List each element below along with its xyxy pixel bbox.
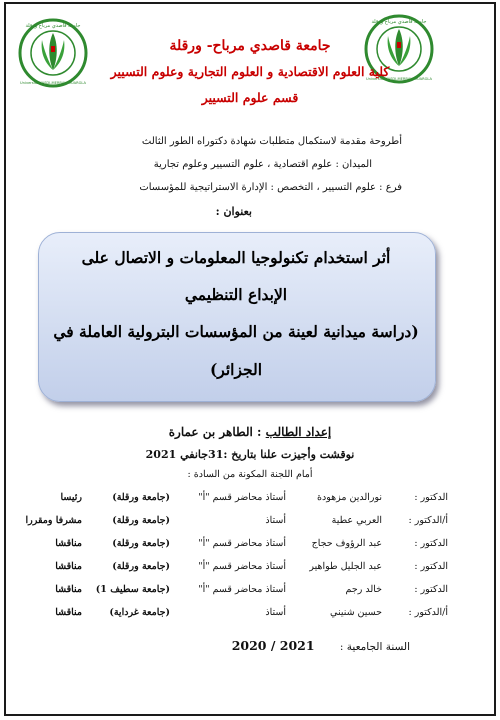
committee-title: الدكتور : [414,538,448,549]
committee-univ: (جامعة ورقلة) [112,515,170,526]
logo-right-caption: Université KASDI-MERBAH OUARGLA [366,77,432,81]
committee-rank: أستاذ محاضر قسم "أ" [198,538,286,549]
committee-univ: (جامعة ورقلة) [112,492,170,503]
committee-name: عبد الرؤوف حجاج [311,538,382,549]
committee-row [0,538,500,554]
committee-role: مناقشا [55,607,82,618]
committee-row [0,607,500,623]
committee-name: نورالدين مزهودة [316,492,382,503]
committee-rank: أستاذ [265,607,286,618]
thesis-statement: أطروحة مقدمة لاستكمال متطلبات شهادة دكتوراه الطور الثالث [141,136,402,147]
committee-title: أ/الدكتور : [408,515,448,526]
committee-name: العربي عطية [331,515,382,526]
committee-rank: أستاذ محاضر قسم "أ" [198,584,286,595]
thesis-title-line-4: الجزائر) [209,360,263,379]
committee-rank: أستاذ محاضر قسم "أ" [198,561,286,572]
committee-name: عبد الجليل طواهير [309,561,382,572]
frame-top-line [4,2,496,4]
prepared-by-label: إعداد الطالب [265,425,332,439]
defense-date: نوقشت وأجيزت علنا بتاريخ :31جانفي 2021 [145,448,355,461]
committee-univ: (جامعة سطيف 1) [95,584,170,595]
faculty-name: كلية العلوم الاقتصادية و العلوم التجارية وعلوم التسيير [110,64,390,79]
thesis-title-line-2: الإبداع التنظيمي [184,285,288,304]
title-label: بعنوان : [215,205,252,218]
university-name: جامعة قاصدي مرباح- ورقلة [169,38,331,54]
committee-role: مناقشا [55,538,82,549]
prepared-by-name: : الطاهر بن عمارة [168,425,262,439]
branch-line: فرع : علوم التسيير ، التخصص : الإدارة الاستراتيجية للمؤسسات [139,182,402,193]
committee-univ: (جامعة غرداية) [109,607,170,618]
committee-role: مشرفا ومقررا [25,515,82,526]
committee-title: الدكتور : [414,561,448,572]
prepared-by [120,425,380,439]
committee-rank: أستاذ [265,515,286,526]
committee-title: الدكتور : [414,492,448,503]
committee-role: مناقشا [55,561,82,572]
committee-intro: أمام اللجنة المكونة من السادة : [187,469,313,480]
academic-year-label: السنة الجامعية : [339,641,410,653]
academic-year-value: 2021 / 2020 [231,638,315,653]
committee-title: الدكتور : [414,584,448,595]
frame-bottom-line [4,714,496,716]
thesis-title-line-3: (دراسة ميدانية لعينة من المؤسسات البترولية العاملة في [53,322,419,341]
field-line: الميدان : علوم اقتصادية ، علوم التسيير وعلوم تجارية [153,159,372,170]
committee-row [0,492,500,508]
committee-row [0,515,500,531]
logo-left-top-text: جامعة قاصدي مرباح ورقلة [25,23,81,29]
committee-name: خالد رجم [345,584,382,595]
committee-name: حسين شنيني [330,607,382,618]
logo-right-top-text: جامعة قاصدي مرباح ورقلة [371,19,427,25]
committee-univ: (جامعة ورقلة) [112,561,170,572]
academic-year [120,638,410,653]
committee-univ: (جامعة ورقلة) [112,538,170,549]
committee-role: مناقشا [55,584,82,595]
department-name: قسم علوم التسيير [201,90,299,105]
committee-title: أ/الدكتور : [408,607,448,618]
logo-left-caption: Université KASDI-MERBAH OUARGLA [20,81,86,85]
committee-rank: أستاذ محاضر قسم "أ" [198,492,286,503]
thesis-title-line-1: أثر استخدام تكنولوجيا المعلومات و الاتصال على [81,248,391,267]
committee-role: رئيسا [60,492,82,503]
committee-row [0,561,500,577]
committee-row [0,584,500,600]
university-logo-left [18,18,88,88]
